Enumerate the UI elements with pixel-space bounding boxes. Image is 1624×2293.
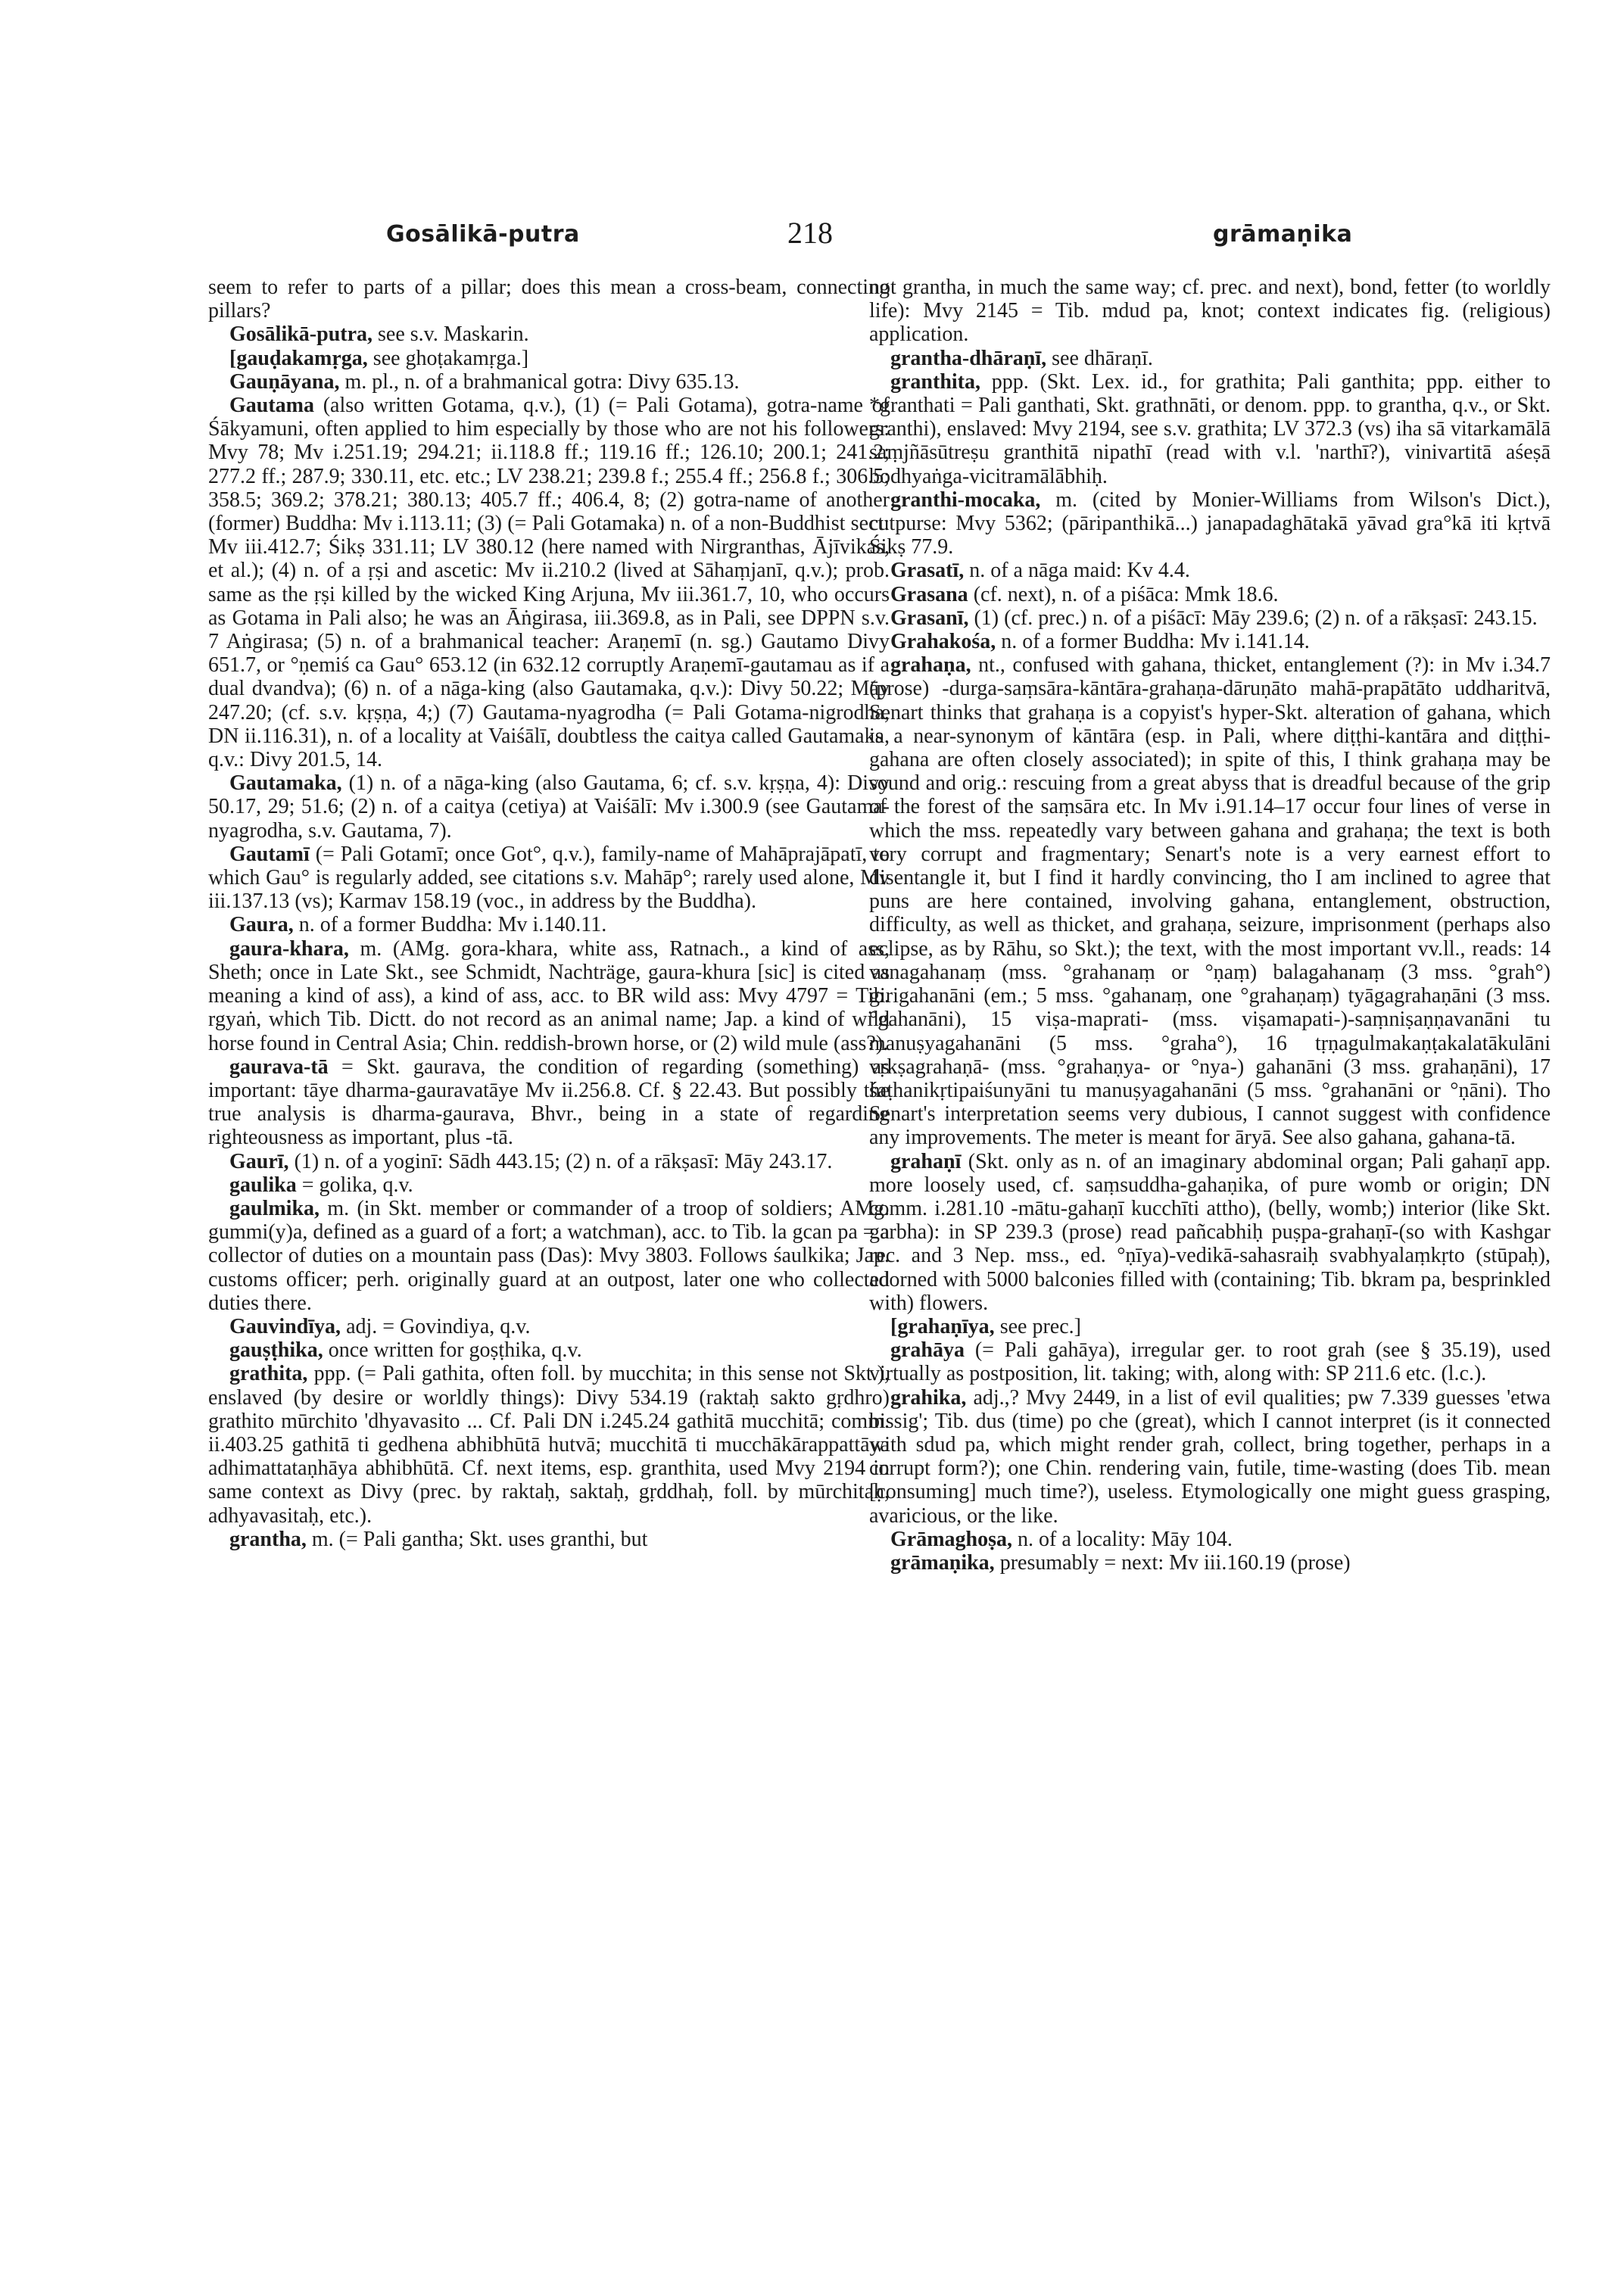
entry-text: ppp. (= Pali gathita, often foll. by mucchita; in this sense not Skt.), enslaved (by desire or worldly things): Divy 534.19 (raktaḥ sakto gṛdhro) grathito mūrchito 'dhyavasito ... Cf. Pali DN i.245.24 gathitā mucchitā; comm. ii.403.25 gathitā ti gedhena abhibhūtā hutvā; mucchitā ti mucchākārappattāya adhimattataṇhāya abhibhūtā. Cf. next items, esp. granthita, used Mvy 2194 in same context as Divy (prec. by raktaḥ, saktaḥ, gṛddhaḥ, foll. by mūrchitaḥ, adhyavasitaḥ, etc.). <box>208 1362 890 1528</box>
dictionary-entry <box>869 488 1551 559</box>
entry-text: n. of a locality: Māy 104. <box>1018 1527 1233 1551</box>
dictionary-entry <box>208 937 890 1055</box>
dictionary-entry <box>869 1551 1551 1575</box>
dictionary-entry <box>869 1315 1551 1338</box>
dictionary-entry <box>208 1197 890 1315</box>
entry-headword: grahāya <box>890 1338 965 1363</box>
entry-text: = Skt. gaurava, the condition of regarding (something) as important: tāye dharma-gauravatāye Mv ii.256.8. Cf. § 22.43. But possibly the true analysis is dharma-gaurava, Bhvr., being in a state of regarding righteousness as important, plus -tā. <box>208 1055 890 1150</box>
entry-text: see dhāraṇī. <box>1052 346 1153 370</box>
entry-headword: granthita, <box>890 369 980 394</box>
dictionary-entry <box>869 276 1551 347</box>
entry-text: m. (= Pali gantha; Skt. uses granthi, but <box>311 1527 648 1551</box>
dictionary-entry <box>869 559 1551 582</box>
entry-headword: Grahakośa, <box>890 630 996 654</box>
entry-text: see ghoṭakamṛga.] <box>372 346 529 370</box>
right-guideword: grāmaṇika <box>1213 221 1353 248</box>
dictionary-entry <box>208 1315 890 1338</box>
entry-headword: grathita, <box>229 1362 308 1386</box>
entry-text: see s.v. Maskarin. <box>378 322 529 347</box>
entry-text: n. of a nāga maid: Kv 4.4. <box>969 559 1190 583</box>
entry-text: (1) (cf. prec.) n. of a piśācī: Māy 239.6; (2) n. of a rākṣasī: 243.15. <box>974 606 1538 630</box>
entry-headword: grahaṇī <box>890 1149 962 1173</box>
right-column <box>869 276 1551 2244</box>
entry-headword: grahika, <box>890 1385 967 1410</box>
entry-text: (cf. next), n. of a piśāca: Mmk 18.6. <box>973 582 1279 606</box>
dictionary-entry <box>869 370 1551 488</box>
entry-headword: Gosālikā-putra, <box>229 322 373 347</box>
dictionary-entry <box>208 1338 890 1362</box>
entry-headword: Grasanī, <box>890 606 969 630</box>
entry-headword: grahaṇa, <box>890 653 971 678</box>
entry-headword: gaurava-tā <box>229 1055 329 1079</box>
entry-headword: granthi-mocaka, <box>890 488 1041 512</box>
dictionary-entry <box>869 606 1551 630</box>
dictionary-entry <box>208 843 890 914</box>
entry-headword: gaulmika, <box>229 1196 320 1220</box>
entry-text: seem to refer to parts of a pillar; does this mean a cross-beam, connecting pillars? <box>208 276 890 323</box>
entry-text: see prec.] <box>999 1314 1081 1338</box>
entry-text: once written for goṣṭhika, q.v. <box>328 1338 582 1363</box>
entry-text: n. of a former Buddha: Mv i.141.14. <box>1001 630 1310 654</box>
dictionary-entry <box>208 1173 890 1197</box>
entry-headword: [gauḍakamṛga, <box>229 346 368 370</box>
dictionary-entry <box>869 1386 1551 1528</box>
entry-text: (= Pali Gotamī; once Got°, q.v.), family-name of Mahāprajāpatī, to which Gau° is regularly added, see citations s.v. Mahāp°; rarely used alone, Mv iii.137.13 (vs); Karmav 158.19 (voc., in address by the Buddha). <box>208 842 890 914</box>
dictionary-entry <box>208 1055 890 1150</box>
entry-text: n. of a former Buddha: Mv i.140.11. <box>298 913 607 937</box>
entry-headword: Grasatī, <box>890 559 965 583</box>
entry-headword: Gaura, <box>229 913 294 937</box>
dictionary-entry <box>208 1150 890 1173</box>
dictionary-entry <box>869 653 1551 1149</box>
entry-text: ppp. (Skt. Lex. id., for grathita; Pali ganthita; ppp. either to *granthati = Pali ganthati, Skt. grathnāti, or denom. ppp. to grantha, q.v., or Skt. granthi), enslaved: Mvy 2194, see s.v. grathita; LV 372.3 (vs) iha sā vitarkamālā saṃjñāsūtreṣu granthitā nipathī (read with v.l. 'narthī?), vinivartitā aśeṣā bodhyaṅga-vicitramālābhiḥ. <box>869 369 1551 488</box>
entry-text: = golika, q.v. <box>301 1173 413 1197</box>
entry-headword: Gautama <box>229 394 314 418</box>
dictionary-entry <box>208 913 890 936</box>
entry-headword: grantha-dhāraṇī, <box>890 346 1047 370</box>
entry-text: (Skt. only as n. of an imaginary abdominal organ; Pali gahaṇī app. more loosely used, cf. saṃsuddha-gahaṇika, of pure womb or origin; DN comm. i.281.10 -mātu-gahaṇī kucchīti attho), (belly, womb;) interior (like Skt. garbha): in SP 239.3 (prose) read pañcabhiḥ puṣpa-grahaṇī-(so with Kashgar rec. and 3 Nep. mss., ed. °ṇīya)-vedikā-sahasraiḥ svabhyalaṃkṛto (stūpaḥ), adorned with 5000 balconies filled with (containing; Tib. bkram pa, besprinkled with) flowers. <box>869 1149 1551 1315</box>
entry-headword: Gaurī, <box>229 1149 289 1173</box>
dictionary-entry <box>208 322 890 346</box>
dictionary-entry <box>869 1338 1551 1385</box>
entry-text: adj. = Govindiya, q.v. <box>346 1314 531 1338</box>
entry-headword: gaura-khara, <box>229 936 349 961</box>
entry-text: adj.,? Mvy 2449, in a list of evil qualities; pw 7.339 guesses 'etwa bissig'; Tib. dus (time) po che (great), which I cannot interpret (is it connected with sdud pa, which might render grah, collect, bring together, perhaps in a corrupt form?); one Chin. rendering vain, futile, time-wasting (does Tib. mean [consuming] much time?), useless. Etymologically one might guess grasping, avaricious, or the like. <box>869 1385 1551 1528</box>
entry-text: m. (cited by Monier-Williams from Wilson's Dict.), cutpurse: Mvy 5362; (pāripanthikā...) janapadaghātakā yāvad gra°kā iti kṛtvā Śikṣ 77.9. <box>869 488 1551 559</box>
dictionary-entry <box>869 1528 1551 1551</box>
page-number: 218 <box>787 216 833 250</box>
dictionary-entry <box>869 583 1551 606</box>
entry-headword: Grasana <box>890 582 968 606</box>
dictionary-entry <box>869 1150 1551 1315</box>
dictionary-entry <box>869 347 1551 370</box>
entry-headword: Gautamī <box>229 842 310 866</box>
dictionary-entry <box>869 630 1551 653</box>
dictionary-entry <box>208 771 890 843</box>
dictionary-entry <box>208 276 890 322</box>
entry-headword: Gauvindīya, <box>229 1314 341 1338</box>
left-guideword: Gosālikā-putra <box>386 221 580 248</box>
entry-text: m. (AMg. gora-khara, white ass, Ratnach., a kind of ass, Sheth; once in Late Skt., see Schmidt, Nachträge, gaura-khura [sic] is cited as meaning a kind of ass), a kind of ass, acc. to BR wild ass: Mvy 4797 = Tib. rgyaṅ, which Tib. Dictt. do not record as an animal name; Jap. a kind of wild horse found in Central Asia; Chin. reddish-brown horse, or (2) wild mule (ass?). <box>208 936 890 1055</box>
dictionary-entry <box>208 370 890 394</box>
entry-text: m. (in Skt. member or commander of a troop of soldiers; AMg. gummi(y)a, defined as a guard of a fort; a watchman), acc. to Tib. la gcan pa = a collector of duties on a mountain pass (Das): Mvy 3803. Follows śaulkika; Jap. customs officer; perh. originally guard at an outpost, later one who collected duties there. <box>208 1196 890 1315</box>
entry-headword: gauṣṭhika, <box>229 1338 323 1363</box>
entry-text: (= Pali gahāya), irregular ger. to root grah (see § 35.19), used virtually as postposition, lit. taking; with, along with: SP 211.6 etc. (l.c.). <box>869 1338 1551 1386</box>
entry-text: (1) n. of a yoginī: Sādh 443.15; (2) n. of a rākṣasī: Māy 243.17. <box>294 1149 833 1173</box>
entry-headword: grāmaṇika, <box>890 1550 995 1575</box>
entry-text: presumably = next: Mv iii.160.19 (prose) <box>999 1550 1351 1575</box>
entry-headword: gaulika <box>229 1173 297 1197</box>
entry-text: (1) n. of a nāga-king (also Gautama, 6; cf. s.v. kṛṣṇa, 4): Divy 50.17, 29; 51.6; (2) n. of a caitya (cetiya) at Vaiśālī: Mv i.300.9 (see Gautama-nyagrodha, s.v. Gautama, 7). <box>208 771 890 843</box>
entry-headword: Grāmaghoṣa, <box>890 1527 1012 1551</box>
page-header <box>0 218 1624 263</box>
dictionary-entry <box>208 347 890 370</box>
entry-text: nt., confused with gahana, thicket, entanglement (?): in Mv i.34.7 (prose) -durga-saṃsāra-kāntāra-grahaṇa-dāruṇāto mahā-prapātāto uddharitvā, Senart thinks that grahaṇa is a copyist's hyper-Skt. alteration of gahana, which is a near-synonym of kāntāra (esp. in Pali, where diṭṭhi-kantāra and diṭṭhi-gahana are often closely associated); in spite of this, I think grahaṇa may be sound and orig.: rescuing from a great abyss that is dreadful because of the grip of the forest of the saṃsāra etc. In Mv i.91.14–17 occur four lines of verse in which the mss. repeatedly vary between gahana and grahaṇa; the text is both very corrupt and fragmentary; Senart's note is a very earnest effort to disentangle it, but I find it hardly convincing, tho I am inclined to agree that puns are here contained, involving gahana, entanglement, obstruction, difficulty, as well as thicket, and grahaṇa, seizure, imprisonment (perhaps also eclipse, as by Rāhu, so Skt.); the text, with the most important vv.ll., reads: 14 vanagahanaṃ (mss. °grahanaṃ or °ṇaṃ) balagahanaṃ (3 mss. °grah°) girigahanāni (em.; 5 mss. °gahanaṃ, one °grahaṇaṃ) tyāgagrahaṇāni (3 mss. °gahanāni), 15 viṣa-maprati- (mss. viṣamapati-)-saṃniṣaṇṇavanāni tu manuṣyagahanāni (5 mss. °graha°), 16 tṛṇagulmakaṇṭakalatākulāni vṛkṣagrahaṇā- (mss. °grahaṇya- or °nya-) gahanāni (3 mss. grahaṇāni), 17 śaṭhanikṛtipaiśunyāni tu manuṣyagahanāni (5 mss. °grahanāni or °ṇāni). Tho Senart's interpretation seems very dubious, I cannot suggest with confidence any improvements. The meter is meant for āryā. See also gahana, gahana-tā. <box>869 653 1551 1150</box>
dictionary-entry <box>208 1528 890 1551</box>
dictionary-entry <box>208 394 890 771</box>
entry-headword: [grahaṇīya, <box>890 1314 995 1338</box>
entry-text: m. pl., n. of a brahmanical gotra: Divy 635.13. <box>344 369 740 394</box>
entry-headword: Gauṇāyana, <box>229 369 340 394</box>
dictionary-entry <box>208 1362 890 1527</box>
entry-text: not grantha, in much the same way; cf. prec. and next), bond, fetter (to worldly life): Mvy 2145 = Tib. mdud pa, knot; context indicates fig. (religious) application. <box>869 276 1551 347</box>
entry-headword: Gautamaka, <box>229 771 342 796</box>
entry-text: (also written Gotama, q.v.), (1) (= Pali Gotama), gotra-name of Śākyamuni, often applied to him especially by those who are not his followers: Mvy 78; Mv i.251.19; 294.21; ii.118.8 ff.; 119.16 ff.; 126.10; 200.1; 241.2; 277.2 ff.; 287.9; 330.11, etc. etc.; LV 238.21; 239.8 f.; 255.4 ff.; 256.8 f.; 306.5; 358.5; 369.2; 378.21; 380.13; 405.7 ff.; 406.4, 8; (2) gotra-name of another (former) Buddha: Mv i.113.11; (3) (= Pali Gotamaka) n. of a non-Buddhist sect: Mv iii.412.7; Śikṣ 331.11; LV 380.12 (here named with Nirgranthas, Ājīvikas, et al.); (4) n. of a ṛṣi and ascetic: Mv ii.210.2 (lived at Sāhaṃjanī, q.v.); prob. same as the ṛṣi killed by the wicked King Arjuna, Mv iii.361.7, 10, who occurs as Gotama in Pali also; he was an Āṅgirasa, iii.369.8, as in Pali, see DPPN s.v. 7 Aṅgirasa; (5) n. of a brahmanical teacher: Araṇemī (n. sg.) Gautamo Divy 651.7, or °ṇemiś ca Gau° 653.12 (in 632.12 corruptly Araṇemī-gautamau as if a dual dvandva); (6) n. of a nāga-king (also Gautamaka, q.v.): Divy 50.22; Māy 247.20; (cf. s.v. kṛṣṇa, 4;) (7) Gautama-nyagrodha (= Pali Gotama-nigrodha, DN ii.116.31), n. of a locality at Vaiśālī, doubtless the caitya called Gautamaka, q.v.: Divy 201.5, 14. <box>208 394 890 772</box>
entry-headword: grantha, <box>229 1527 307 1551</box>
left-column <box>208 276 890 2244</box>
